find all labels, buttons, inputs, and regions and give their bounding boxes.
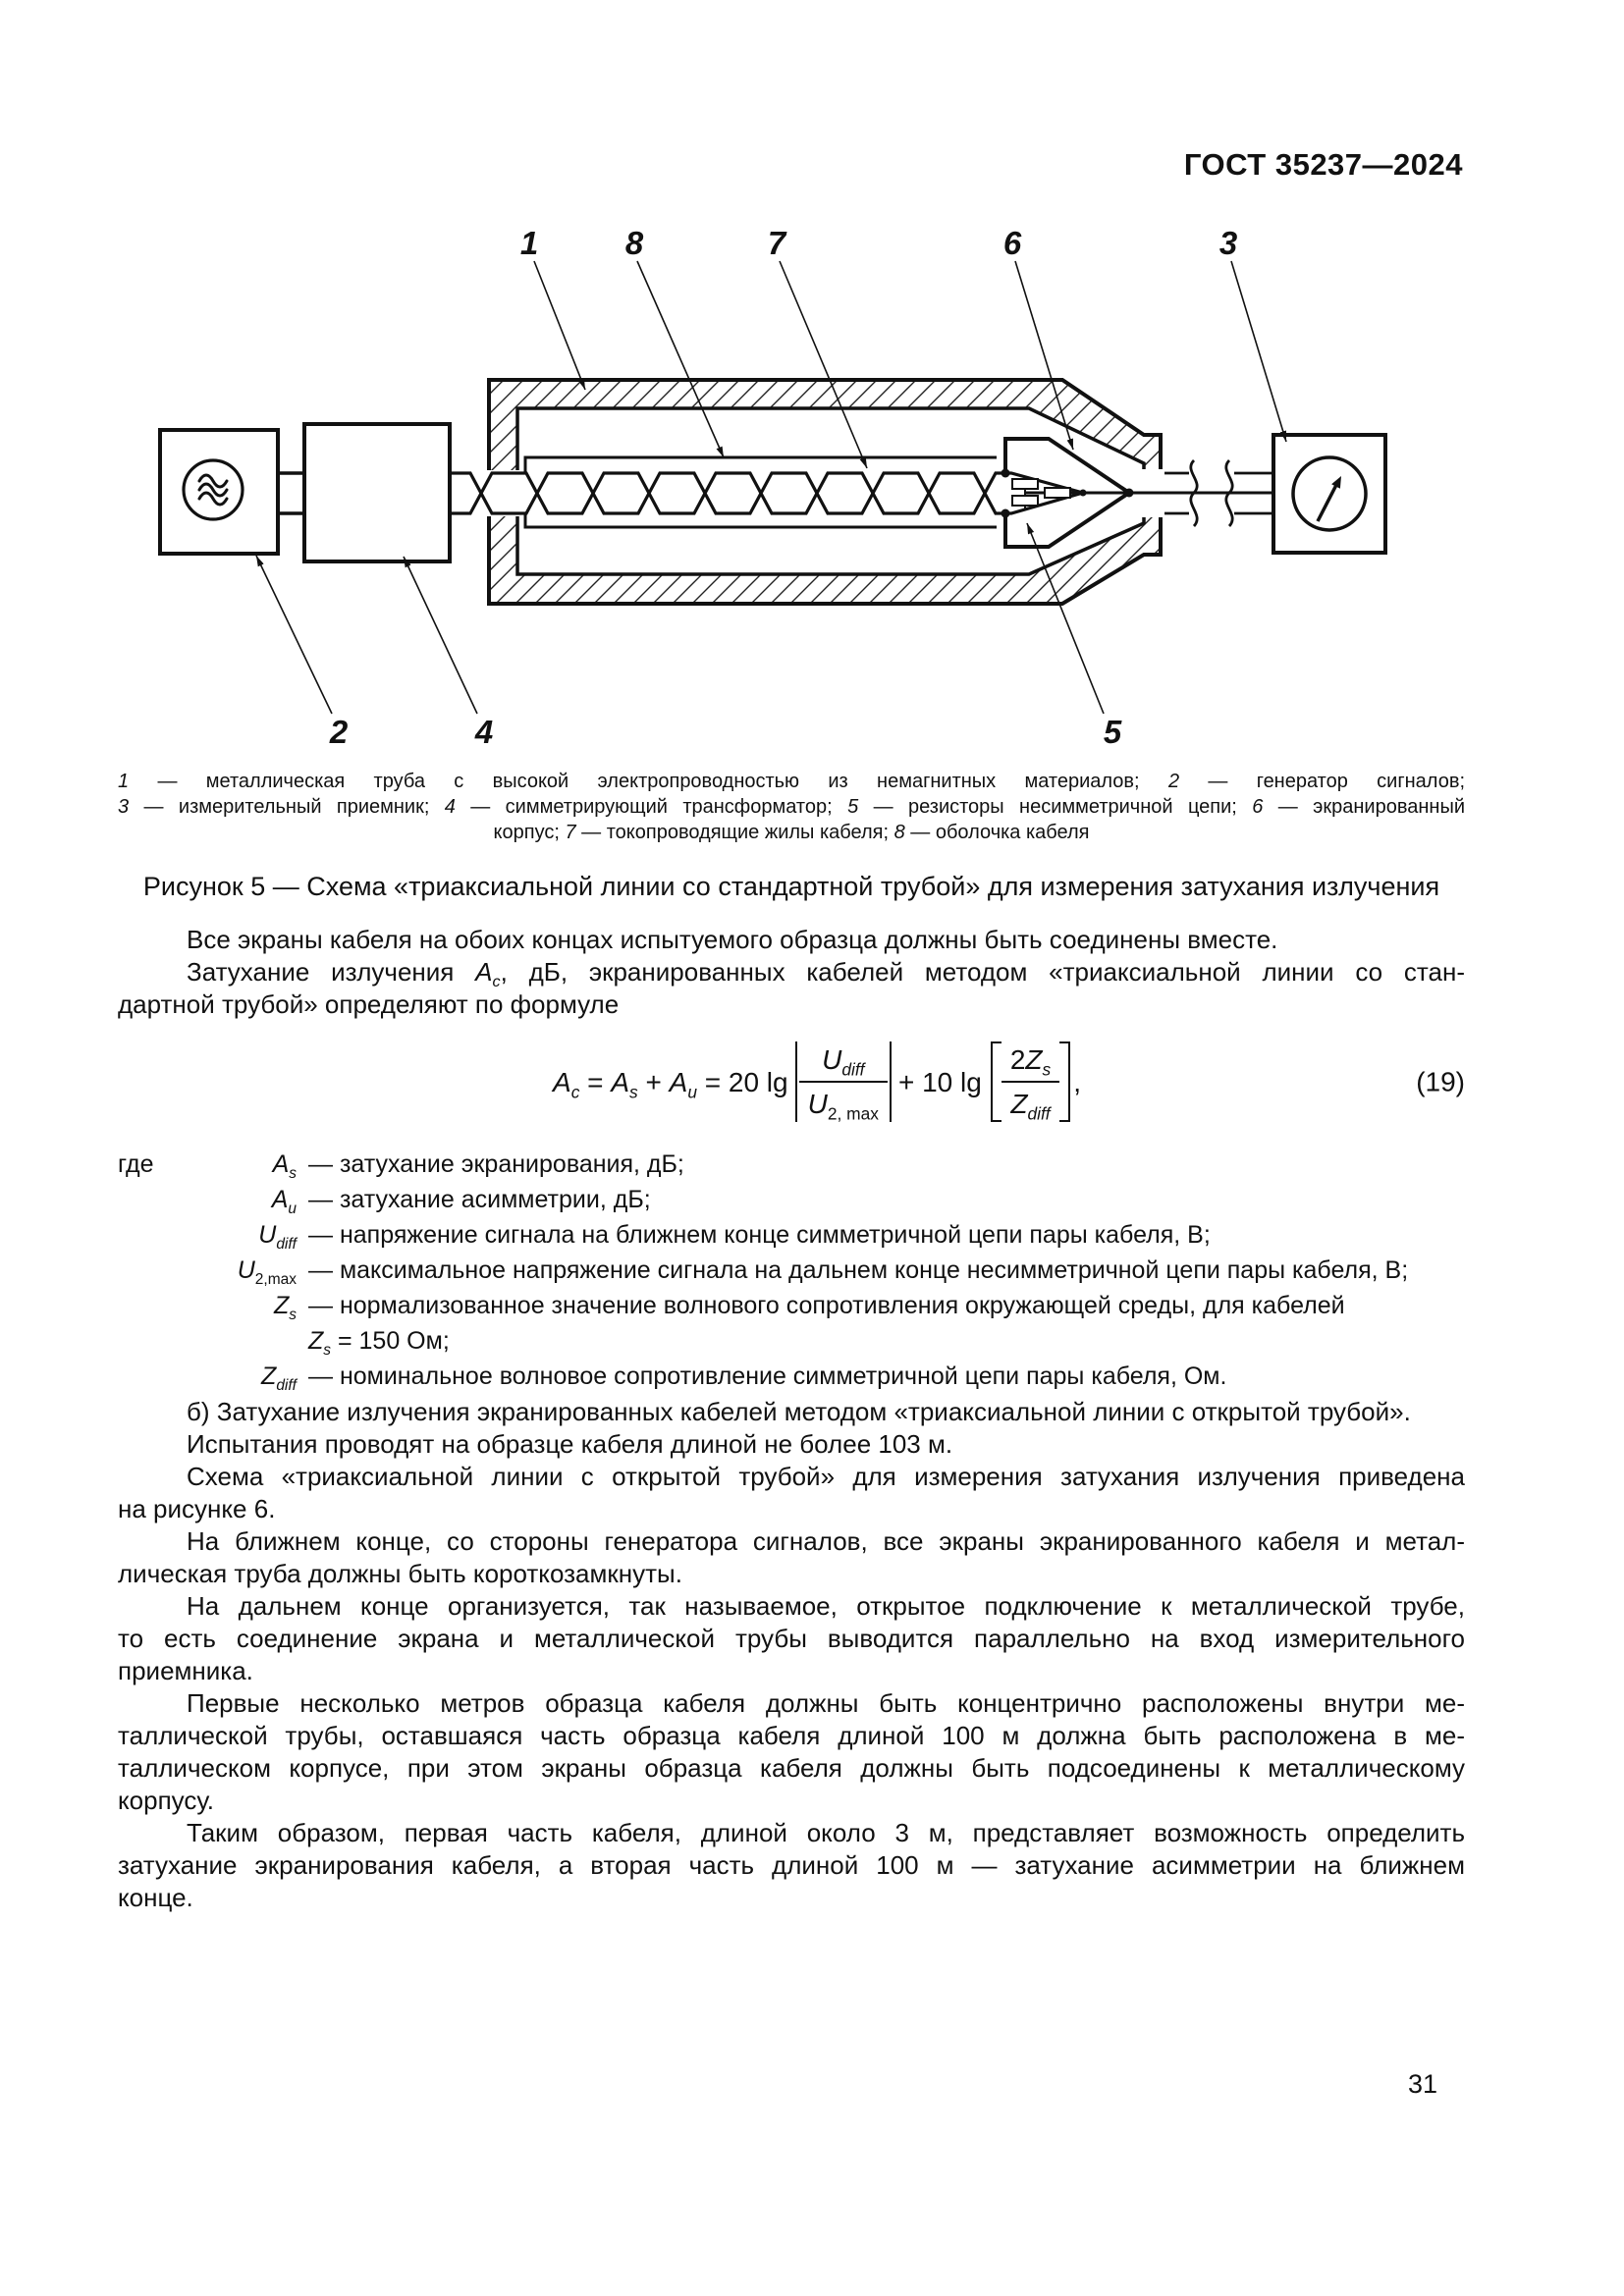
equation-19	[118, 1027, 1465, 1137]
text-line: На дальнем конце организуется, так называемое, открытое подключение к металлической трубе,	[187, 1591, 1465, 1621]
definition-row	[118, 1147, 1465, 1182]
body-text	[118, 924, 1465, 1914]
definition-term: $U_{2,max}$	[237, 1256, 297, 1288]
body-paragraph	[118, 1817, 1465, 1914]
definition-text: — номинальное волновое сопротивление симметричной цепи пары кабеля, Ом.	[308, 1362, 1227, 1390]
body-paragraph	[118, 1525, 1465, 1590]
text-line: конце.	[118, 1883, 193, 1912]
definition-row	[118, 1182, 1465, 1217]
where-label: где	[118, 1150, 154, 1178]
definition-text: — затухание асимметрии, дБ;	[308, 1186, 651, 1213]
leader-3	[1231, 261, 1286, 442]
text-line: затухание экранирования кабеля, а вторая часть длиной 100 м — затухание асимметрии на ближнем	[118, 1850, 1465, 1880]
generator-transformer-link	[278, 473, 304, 513]
text-line: корпусу.	[118, 1786, 214, 1815]
definition-row	[118, 1288, 1465, 1359]
receiver-box	[1273, 435, 1385, 553]
definition-term: $U_{diff}$	[258, 1221, 297, 1253]
definition-term: $A_s$	[272, 1150, 297, 1182]
body-paragraph	[118, 1687, 1465, 1817]
leader-4	[404, 557, 477, 714]
body-text-lower	[118, 1396, 1465, 1914]
definition-text: — напряжение сигнала на ближнем конце симметричной цепи пары кабеля, В;	[308, 1221, 1211, 1249]
right-bracket	[1059, 1041, 1070, 1122]
fraction-1: $\frac{U_{diff}}{U_{2, max}}$	[799, 1041, 888, 1122]
equation-mid: + 10 lg	[897, 1066, 982, 1097]
figure-5-diagram	[0, 216, 1624, 766]
leader-2	[256, 556, 332, 714]
figure-legend-line: 3 — измерительный приемник; 4 — симметрирующий трансформатор; 5 — резисторы несимметричной цепи; 6 — экранированный	[118, 796, 1465, 818]
body-paragraph	[118, 956, 1465, 1021]
text-line: Испытания проводят на образце кабеля длиной не более 103 м.	[187, 1429, 953, 1459]
definition-text	[297, 1288, 1465, 1359]
page-number: 31	[1407, 2069, 1437, 2099]
text-line: таллической трубы, оставшаяся часть образца кабеля длиной 100 м должна быть расположена в ме-	[118, 1721, 1465, 1750]
text-line: На ближнем конце, со стороны генератора сигналов, все экраны экранированного кабеля и метал-	[187, 1526, 1465, 1556]
leader-6	[1015, 261, 1073, 450]
body-paragraph	[118, 1590, 1465, 1687]
callout-label-5: 5	[1103, 714, 1122, 750]
figure-legend-line: корпус; 7 — токопроводящие жилы кабеля; 8 — оболочка кабеля	[493, 822, 1090, 843]
figure-legend-line: 1 — металлическая труба с высокой электропроводностью из немагнитных материалов; 2 — генератор сигналов;	[118, 771, 1465, 792]
definition-text: — затухание экранирования, дБ;	[308, 1150, 684, 1178]
definition-row	[118, 1217, 1465, 1253]
definition-term: $Z_{diff}$	[261, 1362, 297, 1394]
absolute-value-bars	[795, 1041, 892, 1122]
body-paragraph	[118, 1396, 1465, 1428]
figure-legend	[118, 769, 1465, 845]
text-line: б) Затухание излучения экранированных кабелей методом «триаксиальной линии с открытой трубой».	[187, 1397, 1411, 1426]
callout-label-6: 6	[1002, 225, 1022, 261]
text-line: таллическом корпусе, при этом экраны образца кабеля должны быть подсоединены к металлическому	[118, 1753, 1465, 1783]
body-paragraph	[118, 1428, 1465, 1461]
text-line: лическая труба должны быть короткозамкнуты.	[118, 1559, 682, 1588]
definition-term: $Z_s$	[273, 1292, 297, 1323]
equation-body	[553, 1041, 1081, 1122]
definition-list	[118, 1147, 1465, 1394]
definition-text-continuation: $Z_s = 150$ Ом;	[308, 1327, 450, 1359]
callout-label-3: 3	[1218, 225, 1238, 261]
cable-braid	[450, 473, 1083, 513]
definition-row	[118, 1359, 1465, 1394]
text-line: Все экраны кабеля на обоих концах испытуемого образца должны быть соединены вместе.	[187, 925, 1278, 954]
equation-tail: ,	[1073, 1066, 1081, 1097]
left-bracket	[991, 1041, 1001, 1122]
equation-number: (19)	[1416, 1066, 1465, 1097]
definition-term: $A_u$	[271, 1186, 297, 1217]
definition-text-line: — нормализованное значение волнового сопротивления окружающей среды, для кабелей	[308, 1292, 1345, 1319]
body-paragraph	[118, 924, 1465, 956]
text-column	[118, 769, 1465, 1914]
callout-label-4: 4	[474, 714, 494, 750]
callout-label-8: 8	[624, 225, 644, 261]
signal-generator-box	[160, 430, 304, 554]
text-line: Затухание излучения $A_c$, дБ, экранированных кабелей методом «триаксиальной линии со стан-	[187, 957, 1465, 991]
text-line: на рисунке 6.	[118, 1494, 276, 1523]
callout-label-7: 7	[767, 225, 786, 261]
callout-label-1: 1	[519, 225, 539, 261]
balun-transformer-box	[304, 424, 450, 561]
text-line: Схема «триаксиальной линии с открытой трубой» для измерения затухания излучения приведена	[187, 1462, 1465, 1491]
definition-row	[118, 1253, 1465, 1288]
leader-7	[780, 261, 867, 468]
body-paragraph	[118, 1461, 1465, 1525]
figure-caption: Рисунок 5 — Схема «триаксиальной линии со стандартной трубой» для измерения затухания излучения	[142, 872, 1440, 901]
definition-text: — максимальное напряжение сигнала на дальнем конце несимметричной цепи пары кабеля, В;	[308, 1256, 1409, 1284]
fraction-2: $\frac{2Z_s}{Z_{diff}}$	[1001, 1041, 1059, 1122]
text-line: Таким образом, первая часть кабеля, длиной около 3 м, представляет возможность определить	[187, 1818, 1465, 1847]
page-header-title: ГОСТ 35237—2024	[1183, 147, 1463, 182]
text-line: дартной трубой» определяют по формуле	[118, 989, 620, 1019]
callout-label-2: 2	[329, 714, 349, 750]
text-line: то есть соединение экрана и металлической трубы выводится параллельно на вход измерительного	[118, 1624, 1465, 1653]
equation-lhs: $A_c = A_s + A_u = 20$ lg	[553, 1066, 788, 1102]
text-line: Первые несколько метров образца кабеля должны быть концентрично расположены внутри ме-	[187, 1688, 1465, 1718]
text-line: приемника.	[118, 1656, 253, 1685]
leader-8	[637, 261, 724, 457]
leader-1	[534, 261, 585, 390]
